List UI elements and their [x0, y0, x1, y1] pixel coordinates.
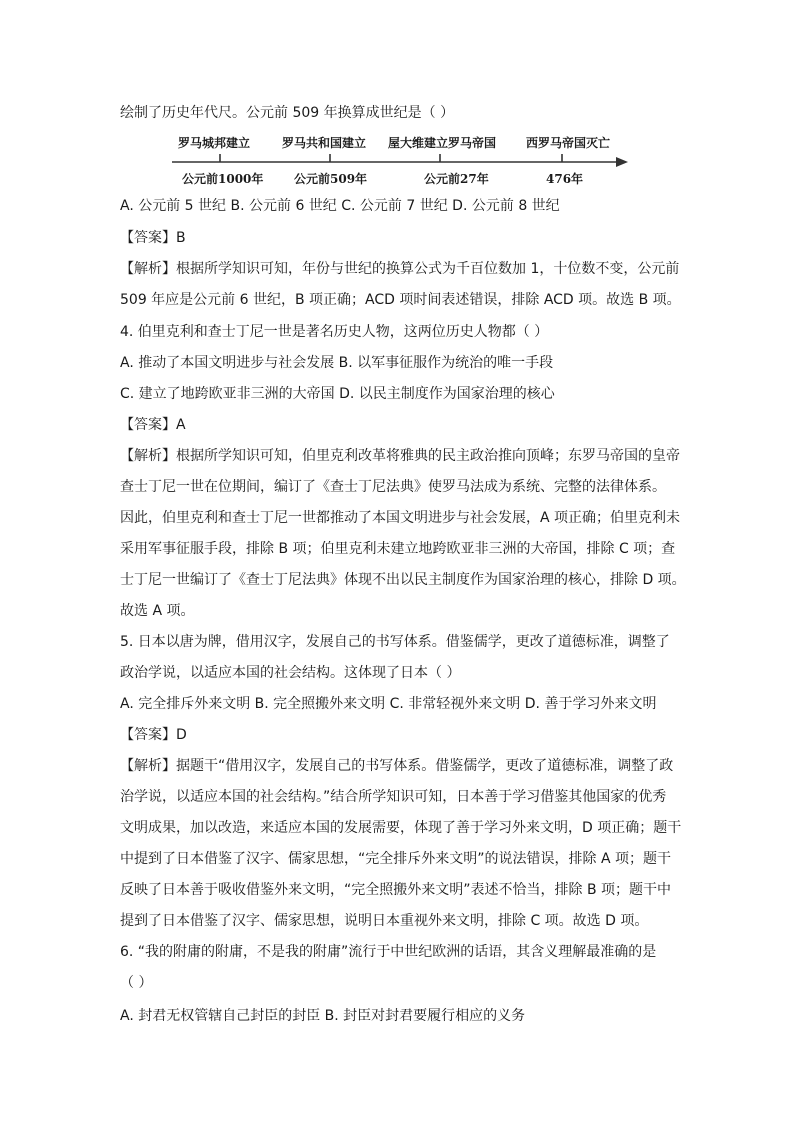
timeline-event-2: 罗马共和国建立	[282, 136, 367, 150]
q5-stem-line-2: 政治学说，以适应本国的社会结构。这体现了日本（ ）	[120, 665, 461, 681]
q5-stem-line-1: 5. 日本以唐为牌，借用汉字，发展自己的书写体系。借鉴儒学，更改了道德标准，调整了	[120, 634, 670, 650]
timeline-date-2: 公元前509年	[294, 172, 368, 186]
q5-analysis-line-3: 文明成果，加以改造，来适应本国的发展需要，体现了善于学习外来文明，D 项正确；题干	[120, 820, 682, 836]
q6-options: A. 封君无权管辖自己封臣的封臣 B. 封臣对封君要履行相应的义务	[120, 1008, 526, 1024]
q4-stem: 4. 伯里克利和查士丁尼一世是著名历史人物，这两位历史人物都（ ）	[120, 324, 549, 340]
q4-analysis-line-2: 查士丁尼一世在位期间，编订了《查士丁尼法典》使罗马法成为系统、完整的法律体系。	[120, 479, 666, 495]
q4-analysis-line-4: 采用军事征服手段，排除 B 项；伯里克利未建立地跨欧亚非三洲的大帝国，排除 C 项；查	[120, 541, 676, 557]
q6-stem-line-1: 6. “我的附庸的附庸，不是我的附庸”流行于中世纪欧洲的话语，其含义理解最准确的是	[120, 944, 657, 960]
q5-options: A. 完全排斥外来文明 B. 完全照搬外来文明 C. 非常轻视外来文明 D. 善于学习外来文明	[120, 696, 657, 712]
q6-stem-line-2: （ ）	[120, 975, 153, 991]
timeline-date-3: 公元前27年	[424, 172, 489, 186]
q5-answer: 【答案】D	[120, 727, 187, 743]
timeline-ruler	[170, 128, 630, 188]
timeline-event-3: 屋大维建立罗马帝国	[388, 136, 497, 150]
timeline-date-1: 公元前1000年	[182, 172, 264, 186]
q3-answer: 【答案】B	[120, 230, 186, 246]
q5-analysis-line-1: 【解析】据题干“借用汉字，发展自己的书写体系。借鉴儒学，更改了道德标准，调整了政	[120, 758, 674, 774]
q4-analysis-line-6: 故选 A 项。	[120, 603, 195, 619]
q3-stem-tail: 绘制了历史年代尺。公元前 509 年换算成世纪是（ ）	[120, 105, 455, 121]
q5-analysis-line-6: 提到了日本借鉴了汉字、儒家思想，说明日本重视外来文明，排除 C 项。故选 D 项。	[120, 913, 649, 929]
q4-analysis-line-1: 【解析】根据所学知识可知，伯里克利改革将雅典的民主政治推向顶峰；东罗马帝国的皇帝	[120, 448, 680, 464]
q4-analysis-line-3: 因此，伯里克利和查士丁尼一世都推动了本国文明进步与社会发展，A 项正确；伯里克利未	[120, 510, 681, 526]
q4-options-line-2: C. 建立了地跨欧亚非三洲的大帝国 D. 以民主制度作为国家治理的核心	[120, 386, 555, 402]
q4-options-line-1: A. 推动了本国文明进步与社会发展 B. 以军事征服作为统治的唯一手段	[120, 355, 554, 371]
q5-analysis-line-2: 治学说，以适应本国的社会结构。”结合所学知识可知，日本善于学习借鉴其他国家的优秀	[120, 789, 667, 805]
timeline-event-1: 罗马城邦建立	[178, 136, 251, 150]
q5-analysis-line-4: 中提到了日本借鉴了汉字、儒家思想，“完全排斥外来文明”的说法错误，排除 A 项；题干	[120, 851, 671, 867]
q5-analysis-line-5: 反映了日本善于吸收借鉴外来文明，“完全照搬外来文明”表述不恰当，排除 B 项；题干中	[120, 882, 672, 898]
q4-answer: 【答案】A	[120, 417, 186, 433]
timeline-date-4: 476年	[546, 172, 584, 186]
q3-analysis-line-2: 509 年应是公元前 6 世纪，B 项正确；ACD 项时间表述错误，排除 ACD 项。故选 B 项。	[120, 292, 681, 308]
q4-analysis-line-5: 士丁尼一世编订了《查士丁尼法典》体现不出以民主制度作为国家治理的核心，排除 D 项。	[120, 572, 686, 588]
q3-analysis-line-1: 【解析】根据所学知识可知，年份与世纪的换算公式为千百位数加 1，十位数不变，公元前	[120, 261, 680, 277]
q3-options: A. 公元前 5 世纪 B. 公元前 6 世纪 C. 公元前 7 世纪 D. 公元前 8 世纪	[120, 198, 560, 214]
timeline-event-4: 西罗马帝国灭亡	[526, 136, 611, 150]
